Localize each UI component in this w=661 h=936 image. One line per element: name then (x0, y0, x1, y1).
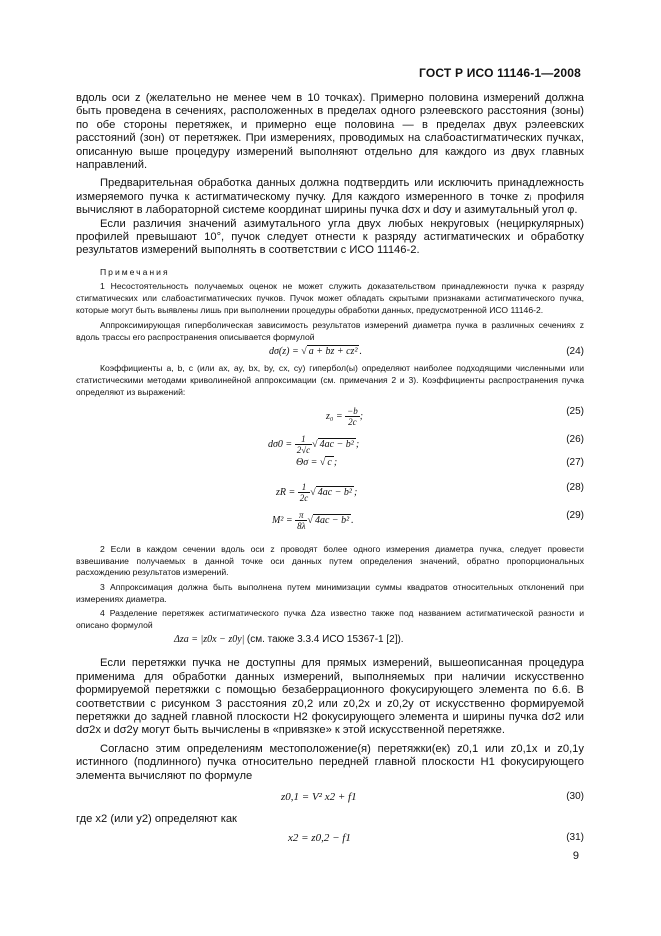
note-3: 3 Аппроксимация должна быть выполнена путем минимизации суммы квадратов относительных отклонений при измерениях диаметра. (76, 582, 584, 604)
page-content (76, 92, 584, 850)
note-2: 2 Если в каждом сечении вдоль оси z проводят более одного измерения диаметра пучка, следует провести взвешивание получаемых в данной точке оси данных путем определения значений, обратно пропорциональных расхождению результатов измерений. (76, 544, 584, 578)
formula-31: x2 = z0,2 − f1 (31) (288, 832, 584, 845)
note-1-coefficients: Коэффициенты a, b, c (или ax, ay, bx, by, cx, cy) гипербол(ы) определяют наиболее подходящими численными или статистическими методами криволинейной аппроксимации (см. примечания 2 и 3). Коэффициенты распространения пучка определяют из выражений: (76, 363, 584, 397)
formula-25: z₀ = $\frac{-b}{2c}$ ; (25) (326, 406, 584, 428)
paragraph-6: где x2 (или y2) определяют как (76, 813, 237, 826)
formula-26: dσ0 = $\frac{1}{2√c}$ √ 4ac − b² ; (26) (268, 434, 584, 456)
paragraph-4: Если перетяжки пучка не доступны для прямых измерений, вышеописанная процедура применима для обработки данных измерений, выполняемых при наличии искусственно формируемой перетяжки с помощью безаберрационного фокусирующего элемента по 6.6. В соответствии с рисунком 3 расстояния z0,2 или z0,2x и z0,2y от искусственно формируемой перетяжки до задней главной плоскости H2 фокусирующего элемента и ширины пучка dσ2 или dσ2x и dσ2y могут быть вычислены в «привязке» к этой искусственной перетяжке. (76, 657, 584, 737)
note-4: 4 Разделение перетяжек астигматического пучка Δza известно также под названием астигматической разности и описано формулой (76, 608, 584, 630)
note-1-approx: Аппроксимирующая гиперболическая зависимость результатов измерений диаметра пучка в различных сечениях z вдоль трассы его распространения описывается формулой (76, 320, 584, 342)
formula-28: zR = $\frac{1}{2c}$ √ 4ac − b² ; (28) (276, 482, 584, 504)
paragraph-1: вдоль оси z (желательно не менее чем в 10 точках). Примерно половина измерений должна быть проведена в сечениях, расположенных в пределах одного рэлеевского расстояния (зоны) по обе стороны перетяжек, и примерно еще половина — в пределах двух рэлеевских расстояний (зон) от перетяжек. При измерениях, проводимых на слабоастигматических пучках, описанную выше процедуру измерений выполняют отдельно для каждого из двух главных направлений. (76, 92, 584, 172)
document-header: ГОСТ Р ИСО 11146-1—2008 (418, 66, 581, 80)
formula-29: M² = $\frac{\pi}{8\lambda}$ √ 4ac − b² . (29) (272, 510, 584, 532)
paragraph-2: Предварительная обработка данных должна подтвердить или исключить принадлежность измеряемого пучка к астигматическому пучку. Для каждого измеренного в точке zᵢ профиля вычисляют в лабораторной системе координат ширины пучка dσx и dσy и азимутальный угол φ. (76, 177, 584, 217)
formula-24: dσ(z) = √ a + bz + cz² . (24) (269, 346, 584, 358)
page-number: 9 (572, 850, 579, 862)
formula-27: Θσ = √ c ; (27) (296, 457, 584, 469)
formula-delta: Δza = |z0x − z0y| (см. также 3.3.4 ИСО 15367-1 [2]). (174, 634, 404, 646)
notes-title: Примечания (100, 266, 170, 277)
paragraph-5: Согласно этим определениям местоположение(я) перетяжки(ек) z0,1 или z0,1x и z0,1y истинного (подлинного) пучка относительно передней главной плоскости H1 фокусирующего элемента вычисляют по формуле (76, 742, 584, 782)
note-1: 1 Несостоятельность получаемых оценок не может служить доказательством принадлежности пучка к разряду стигматических или слабоастигматических пучков. Пучок может обладать скрытыми признаками астигматического пучка, которые могут быть выявлены лишь при выполнении процедуры обработки данных, предусмотренной ИСО 11146-2. (76, 281, 584, 315)
formula-30: z0,1 = V² x2 + f1 (30) (281, 791, 584, 804)
paragraph-3: Если различия значений азимутального угла двух любых некруговых (нециркулярных) профилей превышают 10°, пучок следует отнести к разряду астигматических и обработку результатов измерений выполнять в соответствии с ИСО 11146-2. (76, 217, 584, 257)
